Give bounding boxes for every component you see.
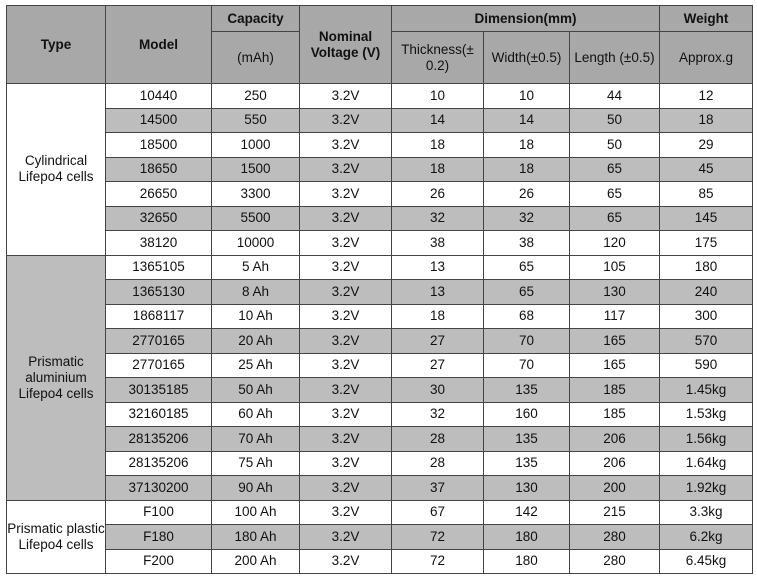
- cell-width: 135: [484, 427, 570, 452]
- cell-length: 105: [570, 255, 660, 280]
- cell-model: 2770165: [106, 329, 212, 354]
- cell-width: 135: [484, 451, 570, 476]
- cell-width: 18: [484, 157, 570, 182]
- cell-capacity: 5 Ah: [212, 255, 300, 280]
- cell-thickness: 18: [392, 157, 484, 182]
- cell-weight: 12: [660, 84, 753, 109]
- cell-length: 165: [570, 329, 660, 354]
- header-capacity: Capacity: [212, 6, 300, 32]
- cell-thickness: 28: [392, 451, 484, 476]
- cell-length: 117: [570, 304, 660, 329]
- cell-weight: 1.64kg: [660, 451, 753, 476]
- table-row: [7, 378, 753, 403]
- cell-voltage: 3.2V: [300, 353, 392, 378]
- cell-capacity: 25 Ah: [212, 353, 300, 378]
- table-row: [7, 255, 753, 280]
- cell-voltage: 3.2V: [300, 329, 392, 354]
- table-row: [7, 402, 753, 427]
- cell-thickness: 18: [392, 133, 484, 158]
- table-row: [7, 353, 753, 378]
- header-weight: Weight: [660, 6, 753, 32]
- cell-model: 1868117: [106, 304, 212, 329]
- cell-width: 26: [484, 182, 570, 207]
- cell-length: 280: [570, 525, 660, 550]
- cell-model: 37130200: [106, 476, 212, 501]
- cell-width: 32: [484, 206, 570, 231]
- cell-type: Prismatic plastic Lifepo4 cells: [7, 500, 106, 574]
- cell-model: 10440: [106, 84, 212, 109]
- cell-length: 130: [570, 280, 660, 305]
- cell-capacity: 180 Ah: [212, 525, 300, 550]
- cell-width: 65: [484, 255, 570, 280]
- battery-spec-table: [6, 5, 753, 574]
- cell-length: 65: [570, 157, 660, 182]
- header-dimension: Dimension(mm): [392, 6, 660, 32]
- cell-width: 180: [484, 549, 570, 574]
- cell-capacity: 550: [212, 108, 300, 133]
- cell-width: 10: [484, 84, 570, 109]
- cell-weight: 240: [660, 280, 753, 305]
- cell-model: F100: [106, 500, 212, 525]
- cell-length: 185: [570, 402, 660, 427]
- cell-weight: 180: [660, 255, 753, 280]
- cell-voltage: 3.2V: [300, 476, 392, 501]
- cell-width: 160: [484, 402, 570, 427]
- cell-width: 38: [484, 231, 570, 256]
- cell-capacity: 60 Ah: [212, 402, 300, 427]
- table-row: [7, 157, 753, 182]
- cell-model: 28135206: [106, 451, 212, 476]
- table-row: [7, 451, 753, 476]
- cell-model: 14500: [106, 108, 212, 133]
- table-row: [7, 476, 753, 501]
- table-row: [7, 108, 753, 133]
- cell-capacity: 50 Ah: [212, 378, 300, 403]
- cell-width: 135: [484, 378, 570, 403]
- cell-voltage: 3.2V: [300, 108, 392, 133]
- cell-weight: 1.56kg: [660, 427, 753, 452]
- cell-voltage: 3.2V: [300, 500, 392, 525]
- cell-length: 206: [570, 427, 660, 452]
- cell-weight: 18: [660, 108, 753, 133]
- cell-voltage: 3.2V: [300, 280, 392, 305]
- table-row: [7, 549, 753, 574]
- cell-thickness: 67: [392, 500, 484, 525]
- table-row: [7, 84, 753, 109]
- cell-thickness: 38: [392, 231, 484, 256]
- cell-width: 70: [484, 353, 570, 378]
- cell-thickness: 27: [392, 329, 484, 354]
- cell-voltage: 3.2V: [300, 525, 392, 550]
- header-length: Length (±0.5): [570, 32, 660, 84]
- header-type: Type: [7, 6, 106, 84]
- cell-thickness: 28: [392, 427, 484, 452]
- header-model: Model: [106, 6, 212, 84]
- table-row: [7, 231, 753, 256]
- cell-weight: 6.45kg: [660, 549, 753, 574]
- cell-length: 50: [570, 133, 660, 158]
- cell-type: Cylindrical Lifepo4 cells: [7, 84, 106, 256]
- cell-thickness: 27: [392, 353, 484, 378]
- cell-weight: 175: [660, 231, 753, 256]
- cell-voltage: 3.2V: [300, 451, 392, 476]
- cell-weight: 3.3kg: [660, 500, 753, 525]
- cell-voltage: 3.2V: [300, 402, 392, 427]
- cell-model: 26650: [106, 182, 212, 207]
- cell-width: 70: [484, 329, 570, 354]
- cell-model: 32650: [106, 206, 212, 231]
- table-row: [7, 280, 753, 305]
- cell-type: Prismatic aluminium Lifepo4 cells: [7, 255, 106, 500]
- cell-capacity: 75 Ah: [212, 451, 300, 476]
- cell-capacity: 3300: [212, 182, 300, 207]
- cell-capacity: 10 Ah: [212, 304, 300, 329]
- cell-weight: 145: [660, 206, 753, 231]
- cell-weight: 45: [660, 157, 753, 182]
- cell-length: 165: [570, 353, 660, 378]
- table-row: [7, 427, 753, 452]
- cell-capacity: 1500: [212, 157, 300, 182]
- cell-model: 2770165: [106, 353, 212, 378]
- cell-thickness: 32: [392, 402, 484, 427]
- cell-capacity: 70 Ah: [212, 427, 300, 452]
- cell-width: 142: [484, 500, 570, 525]
- cell-voltage: 3.2V: [300, 182, 392, 207]
- cell-capacity: 100 Ah: [212, 500, 300, 525]
- cell-width: 180: [484, 525, 570, 550]
- cell-thickness: 14: [392, 108, 484, 133]
- cell-voltage: 3.2V: [300, 84, 392, 109]
- cell-weight: 85: [660, 182, 753, 207]
- cell-weight: 1.92kg: [660, 476, 753, 501]
- table-row: [7, 182, 753, 207]
- cell-thickness: 72: [392, 549, 484, 574]
- cell-voltage: 3.2V: [300, 255, 392, 280]
- table-row: [7, 329, 753, 354]
- table-row: [7, 206, 753, 231]
- header-voltage: Nominal Voltage (V): [300, 6, 392, 84]
- cell-width: 65: [484, 280, 570, 305]
- header-thickness: Thickness(± 0.2): [392, 32, 484, 84]
- cell-model: 18500: [106, 133, 212, 158]
- cell-model: 18650: [106, 157, 212, 182]
- cell-weight: 300: [660, 304, 753, 329]
- header-width: Width(±0.5): [484, 32, 570, 84]
- cell-model: F180: [106, 525, 212, 550]
- cell-voltage: 3.2V: [300, 549, 392, 574]
- table-row: [7, 525, 753, 550]
- cell-model: 32160185: [106, 402, 212, 427]
- cell-width: 130: [484, 476, 570, 501]
- cell-capacity: 20 Ah: [212, 329, 300, 354]
- cell-capacity: 1000: [212, 133, 300, 158]
- cell-length: 215: [570, 500, 660, 525]
- cell-length: 50: [570, 108, 660, 133]
- table-row: [7, 133, 753, 158]
- cell-voltage: 3.2V: [300, 378, 392, 403]
- cell-length: 65: [570, 182, 660, 207]
- cell-model: 1365130: [106, 280, 212, 305]
- cell-capacity: 5500: [212, 206, 300, 231]
- cell-thickness: 13: [392, 255, 484, 280]
- cell-capacity: 8 Ah: [212, 280, 300, 305]
- cell-thickness: 26: [392, 182, 484, 207]
- cell-thickness: 30: [392, 378, 484, 403]
- cell-model: F200: [106, 549, 212, 574]
- cell-length: 120: [570, 231, 660, 256]
- header-weight-unit: Approx.g: [660, 32, 753, 84]
- cell-width: 68: [484, 304, 570, 329]
- cell-thickness: 32: [392, 206, 484, 231]
- cell-length: 44: [570, 84, 660, 109]
- cell-weight: 590: [660, 353, 753, 378]
- cell-thickness: 13: [392, 280, 484, 305]
- cell-model: 30135185: [106, 378, 212, 403]
- table-body: [7, 84, 753, 574]
- cell-capacity: 200 Ah: [212, 549, 300, 574]
- cell-capacity: 10000: [212, 231, 300, 256]
- cell-thickness: 10: [392, 84, 484, 109]
- cell-voltage: 3.2V: [300, 157, 392, 182]
- cell-thickness: 18: [392, 304, 484, 329]
- cell-model: 1365105: [106, 255, 212, 280]
- cell-length: 185: [570, 378, 660, 403]
- table-row: [7, 500, 753, 525]
- cell-weight: 570: [660, 329, 753, 354]
- cell-voltage: 3.2V: [300, 427, 392, 452]
- cell-capacity: 90 Ah: [212, 476, 300, 501]
- cell-length: 280: [570, 549, 660, 574]
- cell-weight: 1.53kg: [660, 402, 753, 427]
- cell-length: 206: [570, 451, 660, 476]
- cell-length: 200: [570, 476, 660, 501]
- cell-weight: 29: [660, 133, 753, 158]
- cell-thickness: 72: [392, 525, 484, 550]
- cell-weight: 6.2kg: [660, 525, 753, 550]
- cell-width: 18: [484, 133, 570, 158]
- cell-thickness: 37: [392, 476, 484, 501]
- cell-width: 14: [484, 108, 570, 133]
- cell-model: 38120: [106, 231, 212, 256]
- cell-voltage: 3.2V: [300, 304, 392, 329]
- table-row: [7, 304, 753, 329]
- cell-voltage: 3.2V: [300, 231, 392, 256]
- cell-model: 28135206: [106, 427, 212, 452]
- cell-weight: 1.45kg: [660, 378, 753, 403]
- cell-capacity: 250: [212, 84, 300, 109]
- cell-voltage: 3.2V: [300, 133, 392, 158]
- cell-voltage: 3.2V: [300, 206, 392, 231]
- cell-length: 65: [570, 206, 660, 231]
- header-capacity-unit: (mAh): [212, 32, 300, 84]
